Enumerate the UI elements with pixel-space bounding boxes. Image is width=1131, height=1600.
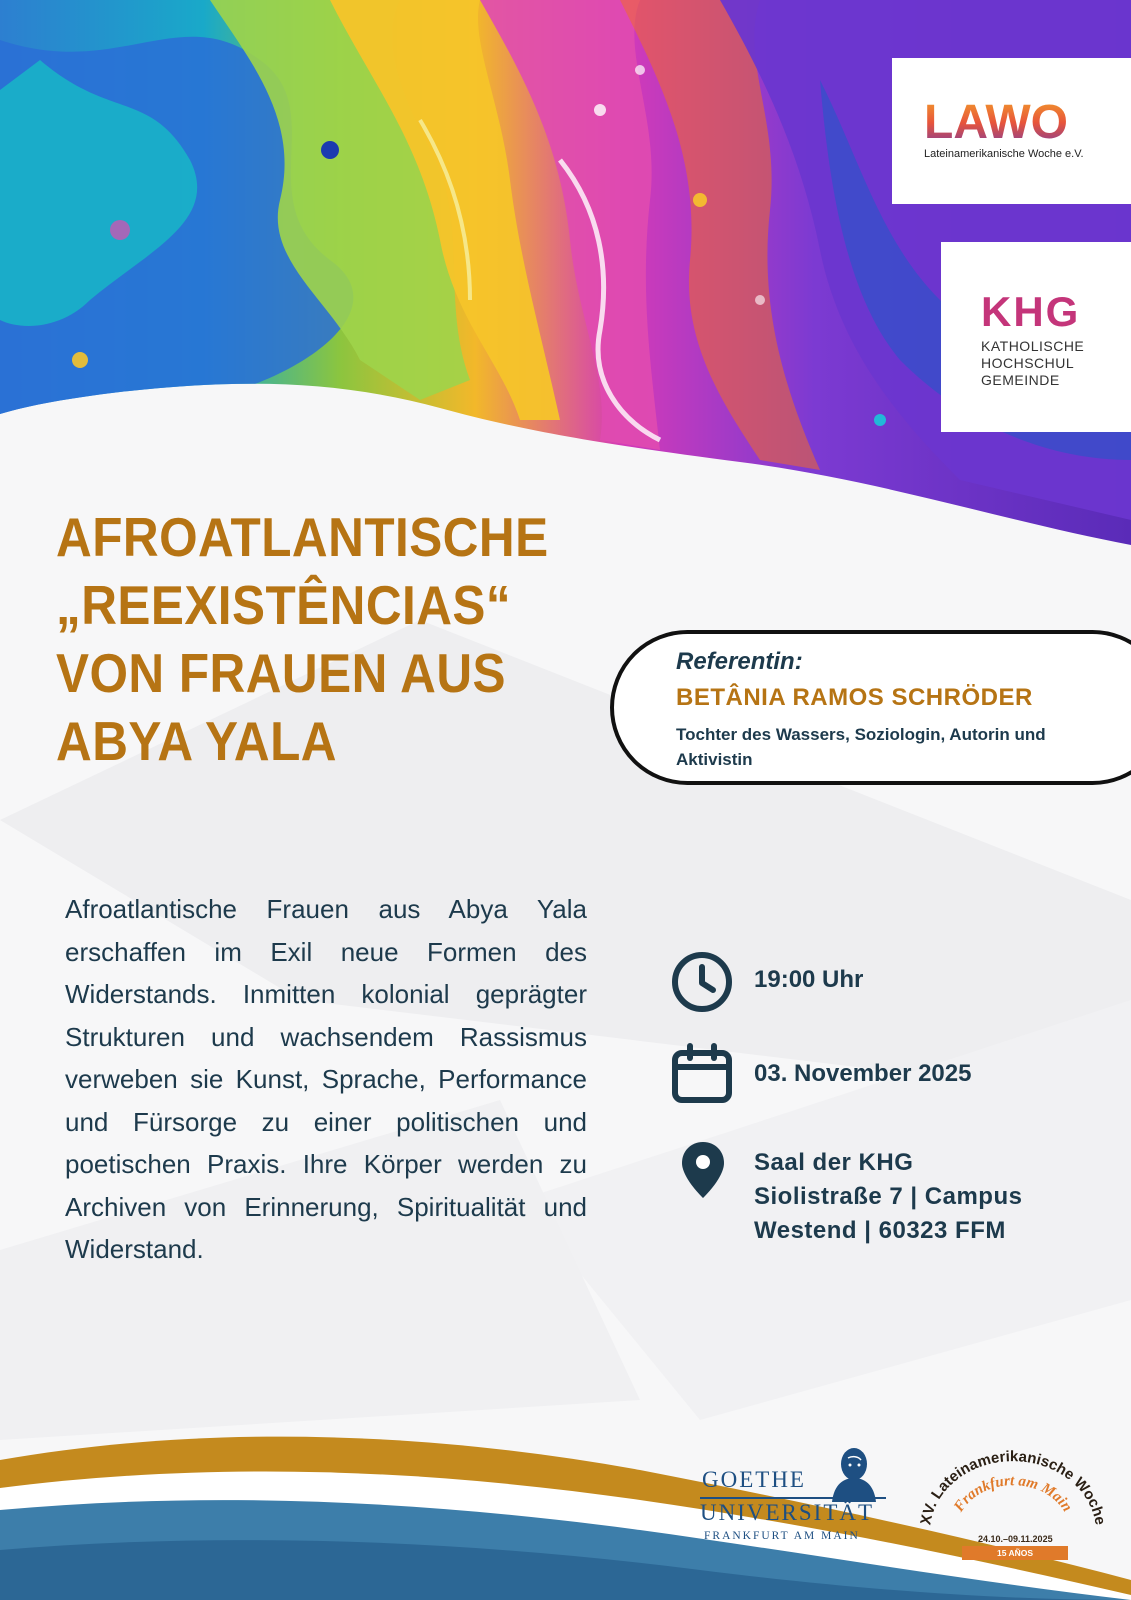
event-venue — [754, 1146, 1022, 1248]
venue-line: Saal der KHG — [754, 1149, 914, 1176]
khg-subtitle — [981, 338, 1121, 389]
goethe-location: FRANKFURT AM MAIN — [704, 1530, 860, 1542]
khg-subtitle-line: KATHOLISCHE — [981, 338, 1085, 354]
lawo-wordmark — [924, 96, 1100, 144]
venue-line: Siolistraße 7 | Campus — [754, 1183, 1023, 1210]
lawo-logo — [892, 58, 1131, 204]
venue-line: Westend | 60323 FFM — [754, 1217, 1006, 1244]
goethe-rule — [700, 1497, 886, 1499]
event-title — [56, 503, 549, 775]
goethe-wordmark-university: UNIVERSITÄT — [700, 1500, 875, 1525]
week-badge-title: XV. Lateinamerikanische Woche — [917, 1448, 1109, 1527]
clock-icon — [670, 950, 734, 1014]
lawo-subtitle: Lateinamerikanische Woche e.V. — [924, 148, 1084, 160]
speaker-role: Referentin: — [676, 648, 803, 675]
week-badge-dates: 24.10.–09.11.2025 — [978, 1534, 1053, 1544]
khg-logo — [941, 242, 1131, 432]
week-badge-anniversary: 15 AÑOS — [962, 1546, 1068, 1560]
calendar-icon — [670, 1042, 734, 1106]
title-line: „REEXISTÊNCIAS“ — [56, 574, 512, 636]
svg-text:Frankfurt am Main — [951, 1473, 1075, 1515]
svg-text:LAWO: LAWO — [924, 96, 1068, 144]
khg-subtitle-line: HOCHSCHUL — [981, 355, 1075, 371]
event-date: 03. November 2025 — [754, 1060, 972, 1087]
event-description: Afroatlantische Frauen aus Abya Yala erschaffen im Exil neue Formen des Widerstands. Inmitten kolonial geprägter Strukturen und wachsendem Rassismus verweben sie Kunst, Sprache, Performance und Fürsorge zu einer politischen und poetischen Praxis. Ihre Körper werden zu Archiven von Erinnerung, Spiritualität und Widerstand. — [65, 894, 587, 1264]
event-time: 19:00 Uhr — [754, 966, 864, 993]
title-line: VON FRAUEN AUS — [56, 642, 506, 704]
goethe-wordmark: GOETHE — [702, 1467, 806, 1492]
speaker-description: Tochter des Wassers, Soziologin, Autorin und Aktivistin — [676, 725, 1046, 769]
speaker-name: BETÂNIA RAMOS SCHRÖDER — [676, 684, 1033, 711]
title-line: AFROATLANTISCHE — [56, 506, 549, 568]
goethe-portrait-icon — [828, 1444, 878, 1502]
location-pin-icon — [680, 1140, 726, 1200]
week-badge-city: Frankfurt am Main — [951, 1473, 1075, 1515]
khg-subtitle-line: GEMEINDE — [981, 372, 1060, 388]
title-line: ABYA YALA — [56, 710, 337, 772]
khg-wordmark: KHG — [981, 288, 1081, 335]
goethe-university-logo — [700, 1440, 890, 1550]
lateinamerikanische-woche-badge — [912, 1440, 1112, 1590]
speaker-card — [610, 630, 1131, 785]
